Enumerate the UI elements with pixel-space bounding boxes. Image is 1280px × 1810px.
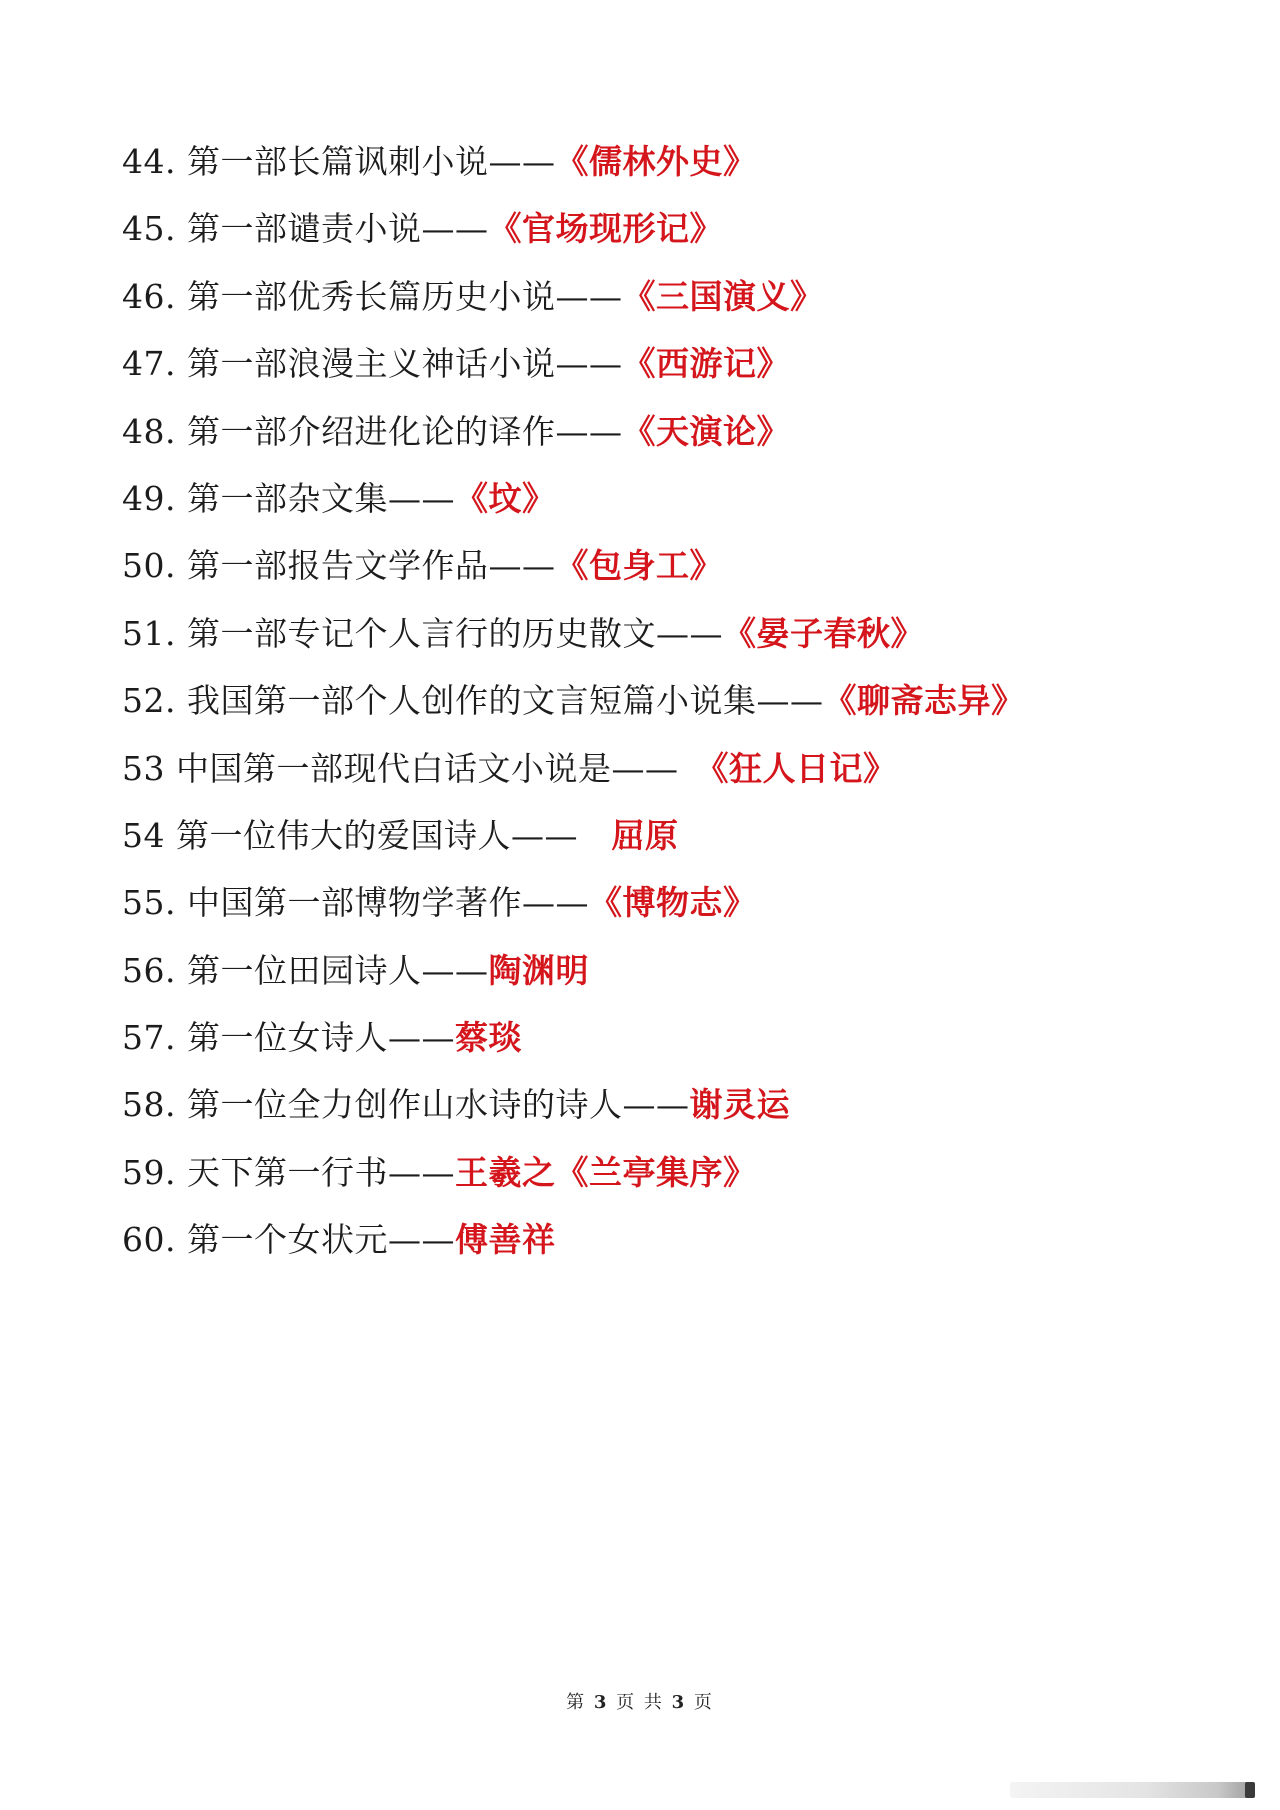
item-question: 44. 第一部长篇讽刺小说—— [122, 142, 556, 181]
item-question: 45. 第一部谴责小说—— [122, 209, 489, 249]
page-footer [0, 1688, 1280, 1714]
item-question: 46. 第一部优秀长篇历史小说—— [122, 276, 623, 316]
item-question: 59. 天下第一行书—— [122, 1152, 455, 1192]
item-question: 54 第一位伟大的爱国诗人—— [122, 815, 612, 855]
list-item [122, 1004, 1222, 1071]
item-question: 48. 第一部介绍进化论的译作—— [122, 411, 623, 451]
item-answer: 蔡琰 [454, 1018, 522, 1058]
list-item [122, 128, 1222, 195]
item-question: 60. 第一个女状元—— [122, 1220, 455, 1260]
item-answer: 《西游记》 [622, 344, 790, 384]
list-item [122, 937, 1222, 1004]
list-item [122, 667, 1222, 734]
list-item [122, 195, 1222, 262]
footer-total-pages: 3 [671, 1692, 687, 1713]
footer-current-page: 3 [593, 1692, 609, 1713]
item-question: 52. 我国第一部个人创作的文言短篇小说集—— [122, 681, 824, 721]
item-question: 50. 第一部报告文学作品—— [122, 546, 556, 586]
item-answer: 陶渊明 [488, 950, 589, 990]
scrollbar-thumb[interactable] [1245, 1782, 1255, 1798]
item-answer: 《坟》 [454, 478, 556, 518]
item-question: 49. 第一部杂文集—— [122, 478, 455, 518]
list-item [122, 1139, 1222, 1206]
list-item [122, 802, 1222, 869]
item-answer: 《天演论》 [622, 411, 790, 451]
item-question: 55. 中国第一部博物学著作—— [122, 883, 589, 923]
footer-suffix: 页 [686, 1692, 714, 1713]
item-question: 47. 第一部浪漫主义神话小说—— [122, 344, 623, 384]
list-item [122, 263, 1222, 330]
list-item [122, 465, 1222, 532]
fact-list [122, 128, 1222, 1274]
footer-prefix: 第 [566, 1692, 594, 1713]
list-item [122, 398, 1222, 465]
item-answer: 屈原 [611, 815, 679, 855]
list-item [122, 330, 1222, 397]
footer-middle: 页 共 [608, 1692, 672, 1713]
item-question: 56. 第一位田园诗人—— [122, 950, 489, 990]
list-item [122, 600, 1222, 667]
item-answer: 《晏子春秋》 [722, 613, 924, 653]
list-item [122, 532, 1222, 599]
item-answer: 《三国演义》 [622, 276, 824, 316]
item-answer: 谢灵运 [689, 1085, 790, 1125]
item-answer: 《博物志》 [588, 883, 757, 923]
list-item [122, 1206, 1222, 1273]
item-question: 58. 第一位全力创作山水诗的诗人—— [122, 1085, 690, 1125]
horizontal-scrollbar[interactable] [1010, 1782, 1255, 1798]
item-answer: 《包身工》 [555, 546, 723, 586]
list-item [122, 1071, 1222, 1138]
item-answer: 《聊斋志异》 [823, 681, 1025, 721]
item-answer: 《官场现形记》 [488, 209, 723, 249]
list-item [122, 735, 1222, 802]
item-question: 57. 第一位女诗人—— [122, 1018, 455, 1058]
item-answer: 《儒林外史》 [555, 142, 757, 181]
item-answer: 王羲之《兰亭集序》 [454, 1152, 757, 1192]
item-answer: 傅善祥 [454, 1220, 556, 1260]
item-answer: 《狂人日记》 [711, 748, 897, 788]
item-question: 51. 第一部专记个人言行的历史散文—— [122, 613, 723, 653]
item-question: 53 中国第一部现代白话文小说是—— [122, 748, 712, 788]
list-item [122, 869, 1222, 936]
